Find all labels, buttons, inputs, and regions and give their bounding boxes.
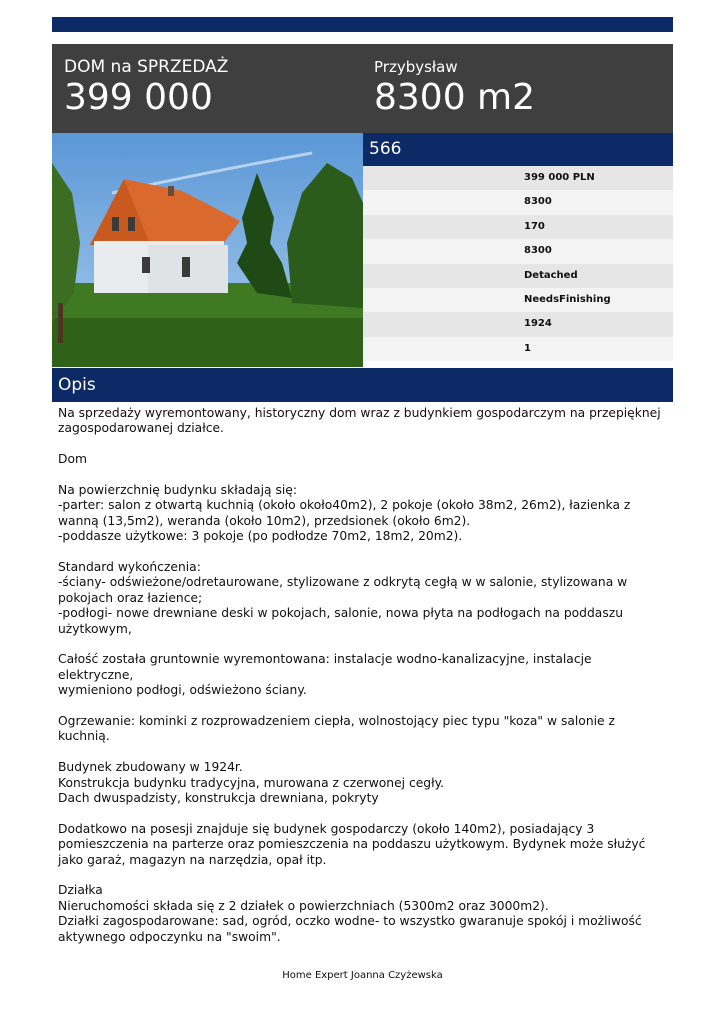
header-left bbox=[64, 56, 228, 118]
header-right bbox=[374, 56, 535, 118]
description-text bbox=[58, 406, 670, 945]
property-photo bbox=[52, 133, 363, 367]
listing-price: 399 000 bbox=[64, 77, 213, 118]
paragraph: Standard wykończenia: -ściany- odświeżone/odretaurowane, stylizowane z odkrytą cegłą w w salonie, stylizowana w pokojach oraz łazience; -podłogi- nowe drewniane deski w pokojach, salonie, nowa płyta na podłogach na poddaszu użytkowym, bbox=[58, 560, 628, 636]
paragraph: Na powierzchnię budynku składają się: -parter: salon z otwartą kuchnią (około około40m2), 2 pokoje (około 38m2, 26m2), łazienka z wanną (13,5m2), weranda (około 10m2), przedsionek (około 6m2). -poddasze użytkowe: 3 pokoje (po podłodze 70m2, 18m2, 20m2). bbox=[58, 483, 631, 544]
listing-header bbox=[52, 44, 673, 133]
paragraph: Działka Nieruchomości składa się z 2 działek o powierzchniach (5300m2 oraz 3000m2). Działki zagospodarowane: sad, ogród, oczko wodne- to wszystko gwaranuje spokój i możliwość aktywnego odpoczynku na "swoim". bbox=[58, 883, 642, 944]
paragraph: Na sprzedaży wyremontowany, historyczny dom wraz z budynkiem gospodarczym na przepięknej zagospodarowanej działce. bbox=[58, 406, 661, 436]
paragraph: Budynek zbudowany w 1924r. Konstrukcja budynku tradycyjna, murowana z czerwonej cegły. Dach dwuspadzisty, konstrukcja drewniana, pokryty bbox=[58, 760, 445, 806]
detail-lot-area: 8300 bbox=[363, 190, 673, 214]
paragraph: Dom bbox=[58, 452, 87, 467]
listing-type: DOM na SPRZEDAŻ bbox=[64, 57, 229, 77]
detail-price: 399 000 PLN bbox=[363, 166, 673, 190]
detail-living-area: 170 bbox=[363, 215, 673, 239]
detail-building-type: Detached bbox=[363, 264, 673, 288]
detail-condition: NeedsFinishing bbox=[363, 288, 673, 312]
detail-count: 1 bbox=[363, 337, 673, 361]
paragraph: Ogrzewanie: kominki z rozprowadzeniem ciepła, wolnostojący piec typu "koza" w salonie z kuchnią. bbox=[58, 714, 615, 744]
top-accent-bar bbox=[52, 17, 673, 32]
paragraph: Dodatkowo na posesji znajduje się budynek gospodarczy (około 140m2), posiadający 3 pomieszczenia na parterze oraz pomieszczenia na poddaszu użytkowym. Bydynek może służyć jako garaż, magazyn na narzędzia, opał itp. bbox=[58, 821, 646, 867]
section-title-description: Opis bbox=[52, 368, 673, 402]
detail-total-area: 8300 bbox=[363, 239, 673, 263]
listing-area: 8300 m2 bbox=[374, 77, 536, 118]
house-photo-illustration bbox=[52, 133, 363, 367]
footer-agency: Home Expert Joanna Czyżewska bbox=[282, 970, 443, 981]
reference-number: 566 bbox=[363, 133, 673, 166]
listing-location: Przybysław bbox=[374, 58, 458, 76]
property-details-table bbox=[363, 166, 673, 361]
paragraph: Całość została gruntownie wyremontowana: instalacje wodno-kanalizacyjne, instalacje elektryczne, wymieniono podłogi, odświeżono ściany. bbox=[58, 652, 592, 698]
detail-year-built: 1924 bbox=[363, 312, 673, 336]
